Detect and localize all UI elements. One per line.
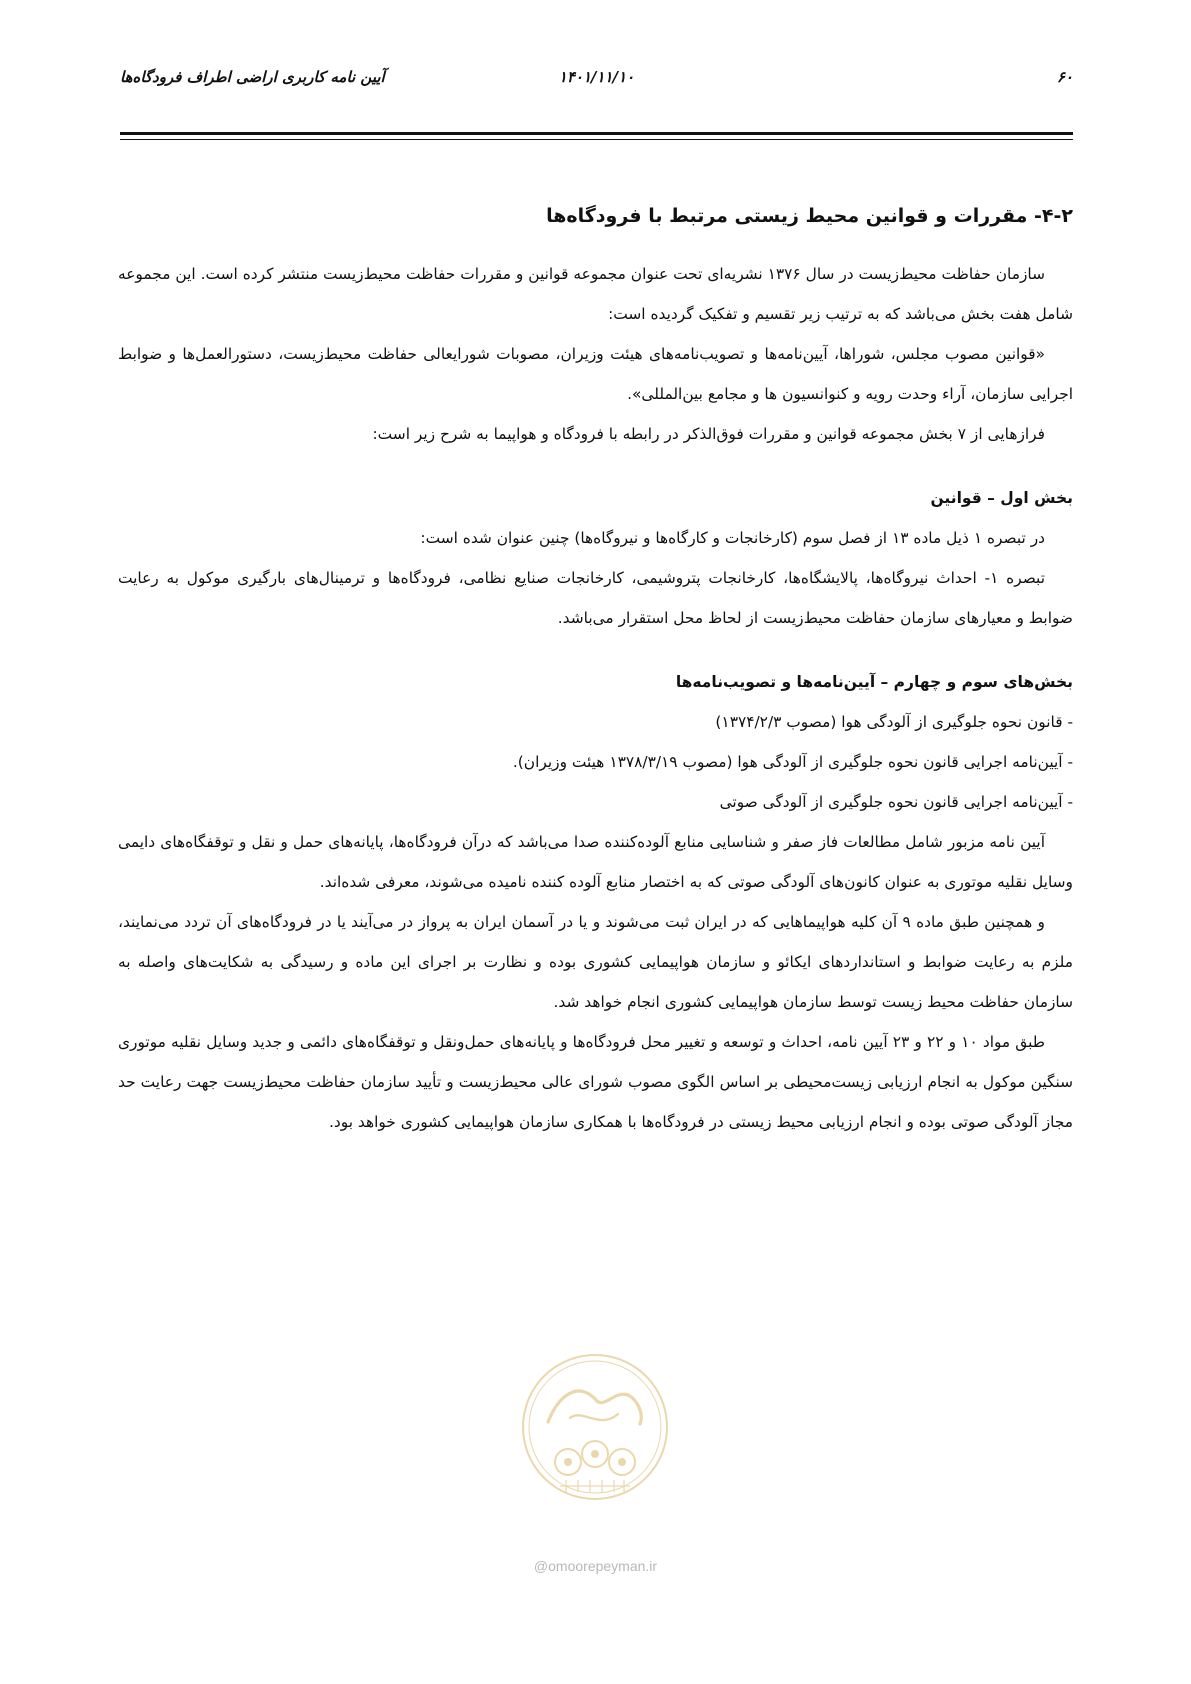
spacer: [118, 454, 1073, 478]
list-item: - آیین‌نامه اجرایی قانون نحوه جلوگیری از آلودگی هوا (مصوب ۱۳۷۸/۳/۱۹ هیئت وزیران).: [512, 753, 1073, 771]
header-document-title: آیین نامه کاربری اراضی اطراف فرودگاه‌ها: [120, 68, 385, 86]
subsection-heading-part3-4: بخش‌های سوم و چهارم – آیین‌نامه‌ها و تصویب‌نامه‌ها: [675, 673, 1073, 691]
paragraph: و همچنین طبق ماده ۹ آن کلیه هواپیماهایی که در ایران ثبت می‌شوند و یا در آسمان ایران به پرواز در می‌آیند یا در فرودگاه‌های آن تردد می‌نمایند، ملزم به رعایت ضوابط و استانداردهای ایکائو و سازمان هواپیمایی کشوری بوده و نظارت بر اجرای این ماده و رسیدگی به شکایت‌های واصله به سازمان حفاظت محیط زیست توسط سازمان هواپیمایی کشوری انجام خواهد شد.: [118, 913, 1073, 1011]
header-date: ۱۴۰۱/۱۱/۱۰: [558, 68, 635, 86]
paragraph: تبصره ۱- احداث نیروگاه‌ها، پالایشگاه‌ها، کارخانجات پتروشیمی، کارخانجات صنایع نظامی، فرودگاه‌ها و ترمینال‌های بارگیری موکول به رعایت ضوابط و معیارهای سازمان حفاظت محیط‌زیست از لحاظ محل استقرار می‌باشد.: [118, 569, 1073, 627]
paragraph: فرازهایی از ۷ بخش مجموعه قوانین و مقررات فوق‌الذکر در رابطه با فرودگاه و هواپیما به شرح زیر است:: [372, 425, 1045, 443]
list-item: - آیین‌نامه اجرایی قانون نحوه جلوگیری از آلودگی صوتی: [719, 793, 1073, 811]
paragraph: آیین نامه مزبور شامل مطالعات فاز صفر و شناسایی منابع آلوده‌کننده صدا می‌باشد که درآن فرودگاه‌ها، پایانه‌های حمل و نقل و توقفگاه‌های دایمی وسایل نقلیه موتوری به عنوان کانون‌های آلودگی صوتی که به اختصار منابع آلوده کننده نامیده می‌شوند، معرفی شده‌اند.: [118, 833, 1073, 891]
paragraph: سازمان حفاظت محیط‌زیست در سال ۱۳۷۶ نشریه‌ای تحت عنوان مجموعه قوانین و مقررات حفاظت محیط‌زیست منتشر کرده است. این مجموعه شامل هفت بخش می‌باشد که به ترتیب زیر تقسیم و تفکیک گردیده است:: [118, 265, 1073, 323]
page-number: ۶۰: [1056, 68, 1073, 86]
paragraph: در تبصره ۱ ذیل ماده ۱۳ از فصل سوم (کارخانجات و کارگاه‌ها و نیروگاه‌ها) چنین عنوان شده است:: [420, 529, 1045, 547]
running-header: [120, 68, 1073, 98]
paragraph: طبق مواد ۱۰ و ۲۲ و ۲۳ آیین نامه، احداث و توسعه و تغییر محل فرودگاه‌ها و پایانه‌های حمل‌ونقل و توقفگاه‌های دائمی و جدید وسایل نقلیه موتوری سنگین موکول به انجام ارزیابی زیست‌محیطی بر اساس الگوی مصوب شورای عالی محیط‌زیست و تأیید سازمان حفاظت محیط‌زیست جهت رعایت حد مجاز آلودگی صوتی بوده و انجام ارزیابی محیط زیستی در فرودگاه‌ها با همکاری سازمان هواپیمایی کشوری خواهد بود.: [118, 1033, 1073, 1131]
subsection-heading-part1: بخش اول – قوانین: [930, 489, 1073, 507]
header-rule-thick: [120, 132, 1073, 135]
watermark-seal-logo: [520, 1352, 670, 1502]
watermark-website: @omoorepeyman.ir: [533, 1558, 658, 1574]
header-rule-thin: [120, 139, 1073, 140]
section-heading: ۴-۲- مقررات و قوانین محیط زیستی مرتبط با فرودگاه‌ها: [546, 205, 1073, 227]
document-body: [118, 200, 1073, 1142]
paragraph: «قوانین مصوب مجلس، شوراها، آیین‌نامه‌ها و تصویب‌نامه‌های هیئت وزیران، مصوبات شورایعالی حفاظت محیط‌زیست، دستورالعمل‌ها و ضوابط اجرایی سازمان، آراء وحدت رویه و کنوانسیون ها و مجامع بین‌المللی».: [118, 345, 1073, 403]
list-item: - قانون نحوه جلوگیری از آلودگی هوا (مصوب ۱۳۷۴/۲/۳): [715, 713, 1073, 731]
spacer: [118, 638, 1073, 662]
